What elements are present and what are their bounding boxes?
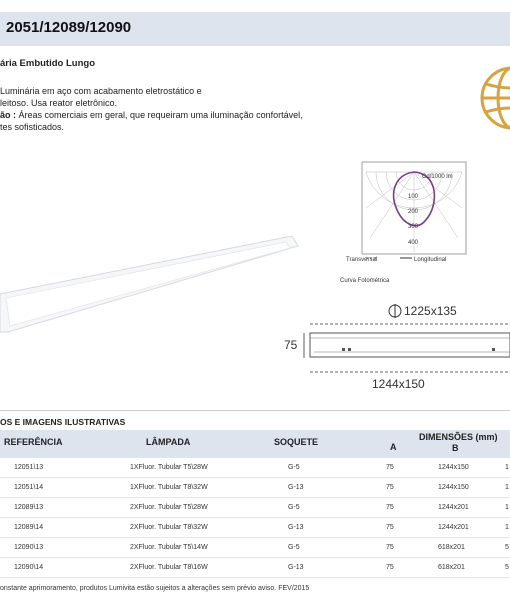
cell-b: 1244x201 (438, 504, 469, 511)
table-row (0, 478, 510, 498)
cell-a: 75 (386, 524, 394, 531)
cell-lamp: 2XFluor. Tubular T8\32W (130, 524, 208, 531)
column-header-b: B (452, 443, 459, 453)
application-text: Áreas comerciais em geral, que requeiram uma iluminação confortável, (16, 110, 303, 120)
cell-a: 75 (386, 484, 394, 491)
product-application-line (0, 110, 303, 120)
photometric-caption: Curva Fotométrica (340, 278, 390, 284)
cell-lamp: 2XFluor. Tubular T8\16W (130, 564, 208, 571)
photometric-tick-200: 200 (408, 209, 419, 215)
table-row (0, 558, 510, 578)
luminaire-side-view (310, 333, 510, 357)
column-header-dimensions: DIMENSÕES (mm) (419, 432, 498, 442)
column-header-lamp: LÂMPADA (146, 437, 191, 447)
cell-c: 5 (505, 564, 509, 571)
cell-socket: G-5 (288, 504, 300, 511)
cell-lamp: 2XFluor. Tubular T5\28W (130, 504, 208, 511)
product-description-line2: leitoso. Usa reator eletrônico. (0, 98, 118, 108)
table-row (0, 498, 510, 518)
cell-a: 75 (386, 564, 394, 571)
table-row (0, 538, 510, 558)
cell-c: 1 (505, 504, 509, 511)
cell-socket: G-13 (288, 564, 304, 571)
transversal-label: Transversal (346, 257, 378, 263)
cell-reference: 12089\13 (14, 504, 44, 511)
cell-reference: 12051\13 (14, 464, 44, 471)
cell-b: 1244x150 (438, 484, 469, 491)
photometric-tick-300: 300 (408, 224, 419, 230)
cell-b: 618x201 (438, 544, 465, 551)
cell-socket: G-13 (288, 484, 304, 491)
cell-reference: 12051\14 (14, 484, 44, 491)
photometric-tick-100: 100 (408, 194, 419, 200)
product-description-line4: tes sofisticados. (0, 122, 65, 132)
cell-reference: 12090\14 (14, 564, 44, 571)
cell-a: 75 (386, 504, 394, 511)
page-title: 2051/12089/12090 (6, 19, 132, 36)
divider (0, 410, 510, 411)
product-subtitle: ária Embutido Lungo (0, 58, 95, 69)
cell-socket: G-5 (288, 464, 300, 471)
cell-c: 1 (505, 464, 509, 471)
table-row (0, 518, 510, 538)
application-label: ão : (0, 110, 17, 120)
cell-lamp: 1XFluor. Tubular T8\32W (130, 484, 208, 491)
photometric-diagram (340, 158, 470, 288)
cutout-label: 1225x135 (404, 304, 457, 318)
column-header-a: A (390, 442, 397, 452)
cell-c: 1 (505, 484, 509, 491)
cell-b: 1244x150 (438, 464, 469, 471)
longitudinal-label: Longitudinal (414, 257, 447, 263)
illustrative-images-note: OS E IMAGENS ILUSTRATIVAS (0, 417, 126, 427)
cell-socket: G-13 (288, 524, 304, 531)
cell-lamp: 2XFluor. Tubular T5\14W (130, 544, 208, 551)
cell-c: 5 (505, 544, 509, 551)
height-label: 75 (284, 338, 298, 352)
cell-b: 1244x201 (438, 524, 469, 531)
column-header-reference: REFERÊNCIA (4, 437, 63, 447)
product-description-line1: Luminária em aço com acabamento eletrostático e (0, 86, 202, 96)
cell-a: 75 (386, 464, 394, 471)
footer-note: onstante aprimoramento, produtos Lumivita estão sujeitos a alterações sem prévio aviso. FEV/2015 (0, 585, 310, 592)
dimension-drawing (280, 300, 510, 400)
length-label: 1244x150 (372, 377, 425, 391)
photometric-unit-label: Cd/1000 lm (422, 174, 453, 180)
cell-socket: G-5 (288, 544, 300, 551)
table-row (0, 458, 510, 478)
photometric-tick-400: 400 (408, 240, 419, 246)
cell-a: 75 (386, 544, 394, 551)
cell-reference: 12089\14 (14, 524, 44, 531)
cell-b: 618x201 (438, 564, 465, 571)
column-header-socket: SOQUETE (274, 437, 319, 447)
product-photo (0, 236, 300, 336)
cell-reference: 12090\13 (14, 544, 44, 551)
globe-icon (474, 62, 510, 134)
cutout-dimension (310, 304, 510, 324)
table-body (0, 458, 510, 578)
cell-c: 1 (505, 524, 509, 531)
cell-lamp: 1XFluor. Tubular T5\28W (130, 464, 208, 471)
row-divider (0, 577, 510, 578)
